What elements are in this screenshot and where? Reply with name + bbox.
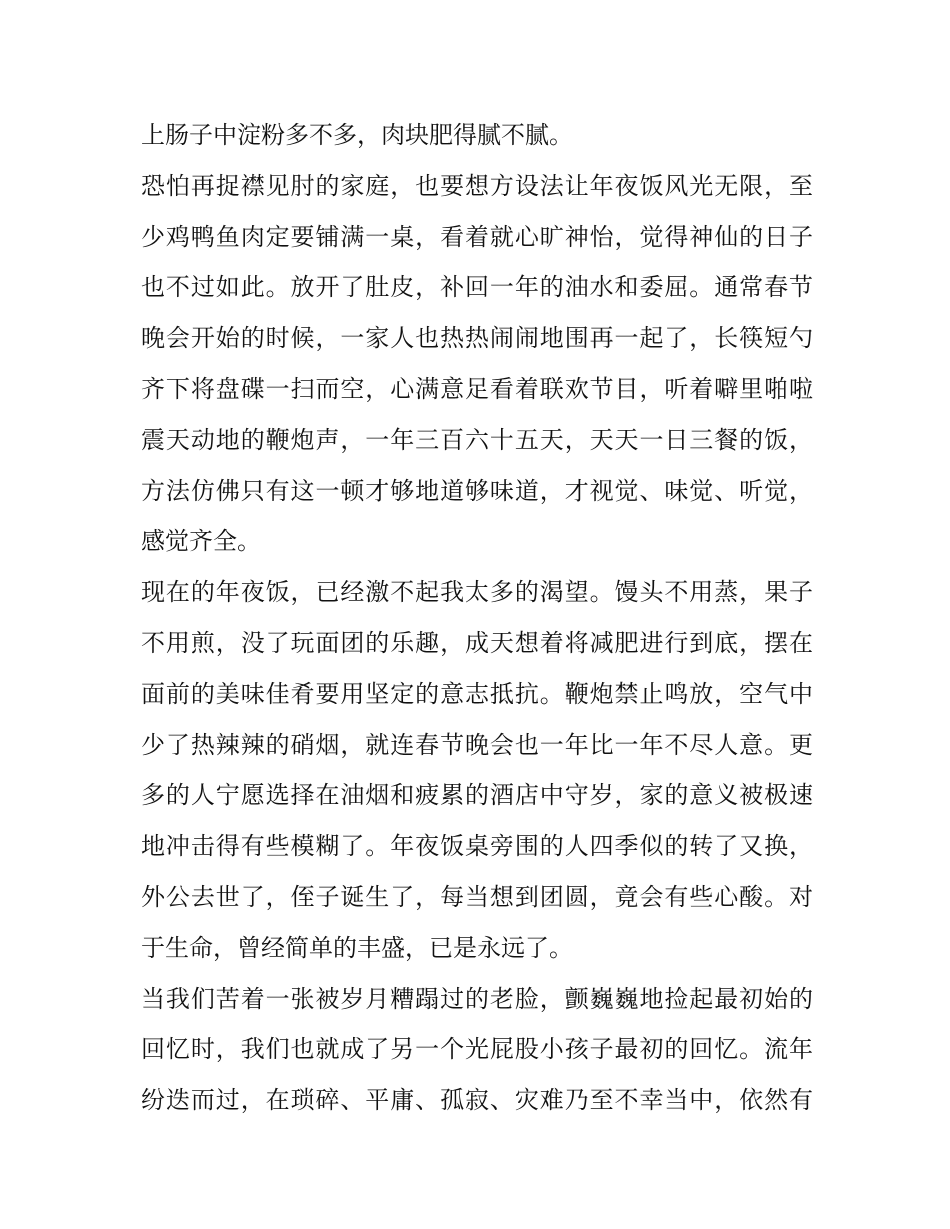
text-line: 少了热辣辣的硝烟，就连春节晚会也一年比一年不尽人意。更 xyxy=(141,730,813,759)
text-line: 齐下将盘碟一扫而空，心满意足看着联欢节目，听着噼里啪啦 xyxy=(141,374,813,403)
text-line: 现在的年夜饭，已经激不起我太多的渴望。馒头不用蒸，果子 xyxy=(141,578,813,607)
text-line: 不用煎，没了玩面团的乐趣，成天想着将减肥进行到底，摆在 xyxy=(141,628,813,657)
text-line: 感觉齐全。 xyxy=(141,527,261,556)
body-text xyxy=(141,110,813,1126)
text-line: 于生命，曾经简单的丰盛，已是永远了。 xyxy=(141,933,573,962)
text-line: 回忆时，我们也就成了另一个光屁股小孩子最初的回忆。流年 xyxy=(141,1035,813,1064)
text-line: 恐怕再捉襟见肘的家庭，也要想方设法让年夜饭风光无限，至 xyxy=(141,171,813,200)
text-line: 外公去世了，侄子诞生了，每当想到团圆，竟会有些心酸。对 xyxy=(141,882,813,911)
text-line: 少鸡鸭鱼肉定要铺满一桌，看着就心旷神怡，觉得神仙的日子 xyxy=(141,222,813,251)
text-line: 也不过如此。放开了肚皮，补回一年的油水和委屈。通常春节 xyxy=(141,273,813,302)
text-line: 晚会开始的时候，一家人也热热闹闹地围再一起了，长筷短勺 xyxy=(141,324,813,353)
text-line: 当我们苦着一张被岁月糟蹋过的老脸，颤巍巍地捡起最初始的 xyxy=(141,984,813,1013)
text-line: 纷迭而过，在琐碎、平庸、孤寂、灾难乃至不幸当中，依然有 xyxy=(141,1086,813,1115)
text-line: 上肠子中淀粉多不多，肉块肥得腻不腻。 xyxy=(141,121,573,149)
text-line: 方法仿佛只有这一顿才够地道够味道，才视觉、味觉、听觉， xyxy=(141,476,813,505)
text-line: 震天动地的鞭炮声，一年三百六十五天，天天一日三餐的饭， xyxy=(141,425,813,454)
text-line: 地冲击得有些模糊了。年夜饭桌旁围的人四季似的转了又换， xyxy=(141,832,813,861)
text-line: 面前的美味佳肴要用坚定的意志抵抗。鞭炮禁止鸣放，空气中 xyxy=(141,679,813,708)
text-line: 多的人宁愿选择在油烟和疲累的酒店中守岁，家的意义被极速 xyxy=(141,781,813,810)
